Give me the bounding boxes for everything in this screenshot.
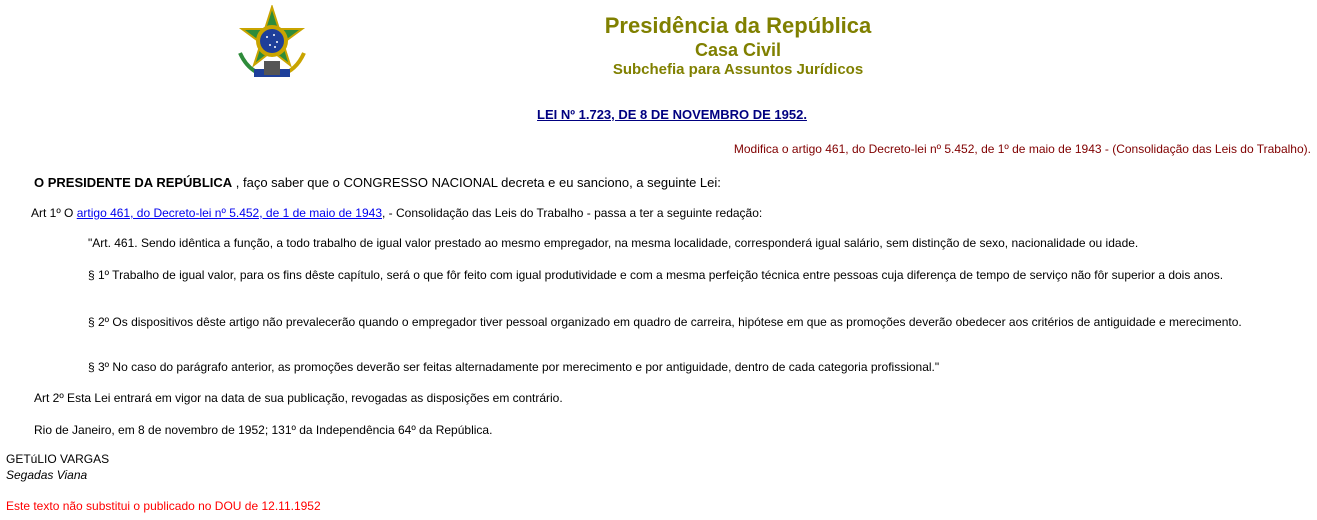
quoted-article-461: "Art. 461. Sendo idêntica a função, a todo trabalho de igual valor prestado ao mesmo empregador, na mesma localidade, corresponderá igual salário, sem distinção de sexo, nacionalidade ou idade. xyxy=(88,236,1139,250)
header-titles xyxy=(520,12,956,80)
subchefia-title: Subchefia para Assuntos Jurídicos xyxy=(612,61,864,78)
article-1-suffix: , - Consolidação das Leis do Trabalho - passa a ter a seguinte redação: xyxy=(382,206,763,220)
quoted-paragraph-2: § 2º Os dispositivos dêste artigo não prevalecerão quando o empregador tiver pessoal organizado em quadro de carreira, hipótese em que as promoções deverão obedecer aos critérios de antiguidade e merecimento. xyxy=(88,315,1242,329)
dou-notice: Este texto não substitui o publicado no DOU de 12.11.1952 xyxy=(6,499,321,513)
president-heading: O PRESIDENTE DA REPÚBLICA xyxy=(34,175,233,190)
quoted-paragraph-1: § 1º Trabalho de igual valor, para os fins dêste capítulo, será o que fôr feito com igual produtividade e com a mesma perfeição técnica entre pessoas cuja diferença de tempo de serviço não fôr superior a dois anos. xyxy=(88,268,1224,282)
article-1 xyxy=(31,206,762,221)
president-signature: GETúLIO VARGAS xyxy=(6,452,110,466)
presidencia-title: Presidência da República xyxy=(604,13,872,38)
quoted-paragraph-3: § 3º No caso do parágrafo anterior, as promoções deverão ser feitas alternadamente por merecimento e por antiguidade, dentro de cada categoria profissional." xyxy=(88,360,940,374)
brazil-coat-of-arms-icon xyxy=(234,5,310,85)
page-header xyxy=(0,0,1317,95)
intro-paragraph xyxy=(34,175,721,190)
minister-signature: Segadas Viana xyxy=(6,468,88,482)
place-and-date: Rio de Janeiro, em 8 de novembro de 1952; 131º da Independência 64º da República. xyxy=(34,423,493,437)
law-title xyxy=(0,107,1317,122)
article-1-prefix: Art 1º O xyxy=(31,206,77,220)
decree-link[interactable]: artigo 461, do Decreto-lei nº 5.452, de 1 de maio de 1943 xyxy=(76,206,382,220)
law-summary: Modifica o artigo 461, do Decreto-lei nº 5.452, de 1º de maio de 1943 - (Consolidação das Leis do Trabalho). xyxy=(733,142,1311,156)
article-2: Art 2º Esta Lei entrará em vigor na data de sua publicação, revogadas as disposições em contrário. xyxy=(34,391,563,405)
casa-civil-title: Casa Civil xyxy=(694,40,782,60)
intro-text: , faço saber que o CONGRESSO NACIONAL decreta e eu sanciono, a seguinte Lei: xyxy=(232,175,721,190)
law-title-link[interactable]: LEI Nº 1.723, DE 8 DE NOVEMBRO DE 1952. xyxy=(537,107,807,122)
